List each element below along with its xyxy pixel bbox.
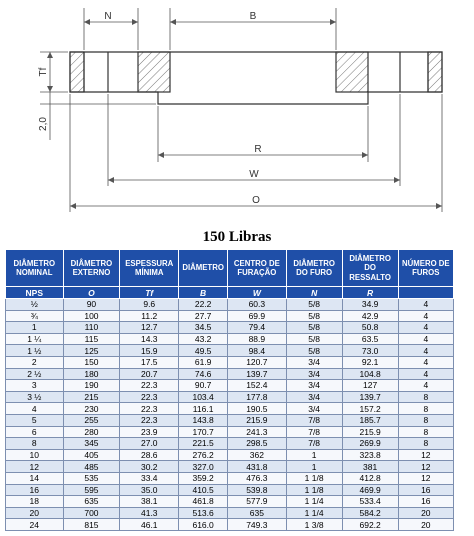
table-cell: 8 [6,438,64,450]
table-cell: 28.6 [120,449,179,461]
header-raised-face-diameter: DIÂMETRO DO RESSALTO [342,250,398,287]
table-cell: 381 [342,461,398,473]
table-cell: 98.4 [228,345,287,357]
table-cell: 616.0 [179,519,228,531]
table-cell: 23.9 [120,426,179,438]
unit-cell: W [228,287,287,299]
unit-cell: R [342,287,398,299]
header-bolt-circle: CENTRO DE FURAÇÃO [228,250,287,287]
header-hole-diameter: DIÂMETRO DO FURO [286,250,342,287]
table-cell: 359.2 [179,472,228,484]
table-cell: 20 [6,507,64,519]
table-cell: 143.8 [179,414,228,426]
table-cell: 1 ¼ [6,333,64,345]
table-cell: 110 [63,322,120,334]
table-cell: 1 1/8 [286,484,342,496]
table-cell: 34.5 [179,322,228,334]
table-cell: 1 3/8 [286,519,342,531]
table-header-row [6,250,454,287]
table-cell: 27.7 [179,310,228,322]
table-cell: 1 [286,449,342,461]
table-cell: 9.6 [120,299,179,311]
table-cell: 90.7 [179,380,228,392]
header-outer-diameter: DIÂMETRO EXTERNO [63,250,120,287]
label-raised-face: 2,0 [38,117,49,131]
label-o: O [252,195,260,206]
table-cell: 3/4 [286,356,342,368]
table-cell: 241.3 [228,426,287,438]
table-cell: 4 [398,310,453,322]
table-cell: 12 [398,449,453,461]
flange-drawing [0,0,474,222]
table-cell: 5/8 [286,299,342,311]
right-hatch [336,52,368,92]
table-row [6,333,454,345]
table-cell: 92.1 [342,356,398,368]
table-cell: 12.7 [120,322,179,334]
table-cell: 16 [6,484,64,496]
table-cell: 152.4 [228,380,287,392]
table-row [6,507,454,519]
table-cell: 20 [398,519,453,531]
table-row [6,449,454,461]
table-cell: 5/8 [286,310,342,322]
table-cell: 700 [63,507,120,519]
table-cell: 139.7 [342,391,398,403]
dimension-lines [40,8,442,212]
table-cell: 12 [6,461,64,473]
table-cell: 185.7 [342,414,398,426]
table-cell: 5 [6,414,64,426]
table-cell: ½ [6,299,64,311]
table-cell: 815 [63,519,120,531]
table-cell: 4 [398,333,453,345]
table-cell: 221.5 [179,438,228,450]
table-cell: 18 [6,496,64,508]
table-cell: 5/8 [286,322,342,334]
table-cell: 230 [63,403,120,415]
table-cell: 8 [398,391,453,403]
table-cell: 595 [63,484,120,496]
table-cell: 12 [398,461,453,473]
table-row [6,438,454,450]
table-cell: 139.7 [228,368,287,380]
table-cell: 1 1/4 [286,507,342,519]
table-row [6,461,454,473]
table-cell: ¾ [6,310,64,322]
table-cell: 3 ½ [6,391,64,403]
label-n: N [104,11,112,22]
table-cell: 4 [398,356,453,368]
table-cell: 27.0 [120,438,179,450]
table-cell: 22.2 [179,299,228,311]
unit-cell: NPS [6,287,64,299]
table-body [6,299,454,531]
table-cell: 16 [398,496,453,508]
table-cell: 42.9 [342,310,398,322]
table-cell: 3/4 [286,380,342,392]
table-cell: 73.0 [342,345,398,357]
table-cell: 125 [63,345,120,357]
table-cell: 8 [398,438,453,450]
table-cell: 8 [398,414,453,426]
table-cell: 61.9 [179,356,228,368]
table-row [6,414,454,426]
table-cell: 2 ½ [6,368,64,380]
table-row [6,403,454,415]
table-cell: 63.5 [342,333,398,345]
table-cell: 150 [63,356,120,368]
table-cell: 14.3 [120,333,179,345]
table-cell: 24 [6,519,64,531]
table-cell: 3/4 [286,368,342,380]
table-cell: 4 [398,322,453,334]
header-diameter: DIÂMETRO [179,250,228,287]
table-cell: 327.0 [179,461,228,473]
table-cell: 1 [286,461,342,473]
table-cell: 120.7 [228,356,287,368]
table-row [6,310,454,322]
table-row [6,484,454,496]
table-cell: 34.9 [342,299,398,311]
table-cell: 323.8 [342,449,398,461]
table-cell: 60.3 [228,299,287,311]
table-cell: 7/8 [286,426,342,438]
table-cell: 215 [63,391,120,403]
table-row [6,380,454,392]
table-row [6,299,454,311]
table-cell: 533.4 [342,496,398,508]
table-cell: 41.3 [120,507,179,519]
table-cell: 4 [398,380,453,392]
table-cell: 4 [6,403,64,415]
table-cell: 35.0 [120,484,179,496]
table-cell: 1 [6,322,64,334]
table-cell: 20.7 [120,368,179,380]
table-cell: 5/8 [286,333,342,345]
table-cell: 469.9 [342,484,398,496]
table-cell: 635 [63,496,120,508]
table-row [6,519,454,531]
table-cell: 22.3 [120,403,179,415]
unit-cell: B [179,287,228,299]
label-tf: Tf [38,67,49,77]
table-cell: 431.8 [228,461,287,473]
table-cell: 22.3 [120,380,179,392]
table-cell: 269.9 [342,438,398,450]
table-row [6,472,454,484]
unit-cell [398,287,453,299]
table-cell: 116.1 [179,403,228,415]
table-cell: 412.8 [342,472,398,484]
table-cell: 298.5 [228,438,287,450]
table-units-row [6,287,454,299]
table-cell: 22.3 [120,414,179,426]
table-row [6,322,454,334]
table-cell: 74.6 [179,368,228,380]
table-cell: 2 [6,356,64,368]
table-cell: 255 [63,414,120,426]
table-cell: 4 [398,299,453,311]
table-cell: 12 [398,472,453,484]
table-cell: 1 ½ [6,345,64,357]
table-cell: 43.2 [179,333,228,345]
table-cell: 4 [398,345,453,357]
table-cell: 30.2 [120,461,179,473]
table-cell: 8 [398,426,453,438]
header-hole-count: NÚMERO DE FUROS [398,250,453,287]
table-cell: 49.5 [179,345,228,357]
unit-cell: O [63,287,120,299]
table-cell: 6 [6,426,64,438]
table-cell: 69.9 [228,310,287,322]
label-b: B [249,11,257,22]
dimension-arrows [47,19,442,209]
table-cell: 476.3 [228,472,287,484]
table-cell: 170.7 [179,426,228,438]
table-cell: 584.2 [342,507,398,519]
unit-cell: Tf [120,287,179,299]
table-cell: 276.2 [179,449,228,461]
table-cell: 345 [63,438,120,450]
table-cell: 20 [398,507,453,519]
flange-spec-table [5,249,454,531]
table-cell: 461.8 [179,496,228,508]
table-cell: 215.9 [342,426,398,438]
table-cell: 17.5 [120,356,179,368]
table-row [6,368,454,380]
table-cell: 104.8 [342,368,398,380]
table-cell: 157.2 [342,403,398,415]
table-row [6,356,454,368]
table-row [6,391,454,403]
table-cell: 190 [63,380,120,392]
table-cell: 7/8 [286,414,342,426]
table-cell: 79.4 [228,322,287,334]
table-cell: 5/8 [286,345,342,357]
table-cell: 8 [398,403,453,415]
table-cell: 280 [63,426,120,438]
table-cell: 635 [228,507,287,519]
table-cell: 1 1/8 [286,472,342,484]
table-cell: 3/4 [286,403,342,415]
label-r: R [254,144,262,155]
table-cell: 88.9 [228,333,287,345]
table-cell: 15.9 [120,345,179,357]
table-cell: 539.8 [228,484,287,496]
table-cell: 180 [63,368,120,380]
left-hatch [138,52,170,92]
table-cell: 535 [63,472,120,484]
table-row [6,345,454,357]
table-cell: 14 [6,472,64,484]
table-title: 150 Libras [202,229,272,245]
flange-section [70,52,442,104]
table-cell: 100 [63,310,120,322]
table-cell: 22.3 [120,391,179,403]
table-cell: 362 [228,449,287,461]
table-cell: 127 [342,380,398,392]
table-cell: 3 [6,380,64,392]
table-cell: 692.2 [342,519,398,531]
table-cell: 115 [63,333,120,345]
table-cell: 410.5 [179,484,228,496]
unit-cell: N [286,287,342,299]
table-cell: 10 [6,449,64,461]
header-min-thickness: ESPESSURA MÍNIMA [120,250,179,287]
table-cell: 7/8 [286,438,342,450]
table-cell: 11.2 [120,310,179,322]
table-cell: 90 [63,299,120,311]
table-cell: 577.9 [228,496,287,508]
table-cell: 485 [63,461,120,473]
table-cell: 405 [63,449,120,461]
table-row [6,426,454,438]
table-cell: 33.4 [120,472,179,484]
table-cell: 46.1 [120,519,179,531]
label-w: W [249,169,259,180]
table-cell: 16 [398,484,453,496]
table-cell: 513.6 [179,507,228,519]
table-cell: 215.9 [228,414,287,426]
table-row [6,496,454,508]
header-nominal-diameter: DIÂMETRO NOMINAL [6,250,64,287]
table-cell: 50.8 [342,322,398,334]
table-cell: 3/4 [286,391,342,403]
table-cell: 103.4 [179,391,228,403]
table-cell: 4 [398,368,453,380]
table-cell: 38.1 [120,496,179,508]
table-cell: 1 1/4 [286,496,342,508]
table-cell: 749.3 [228,519,287,531]
table-cell: 190.5 [228,403,287,415]
table-cell: 177.8 [228,391,287,403]
